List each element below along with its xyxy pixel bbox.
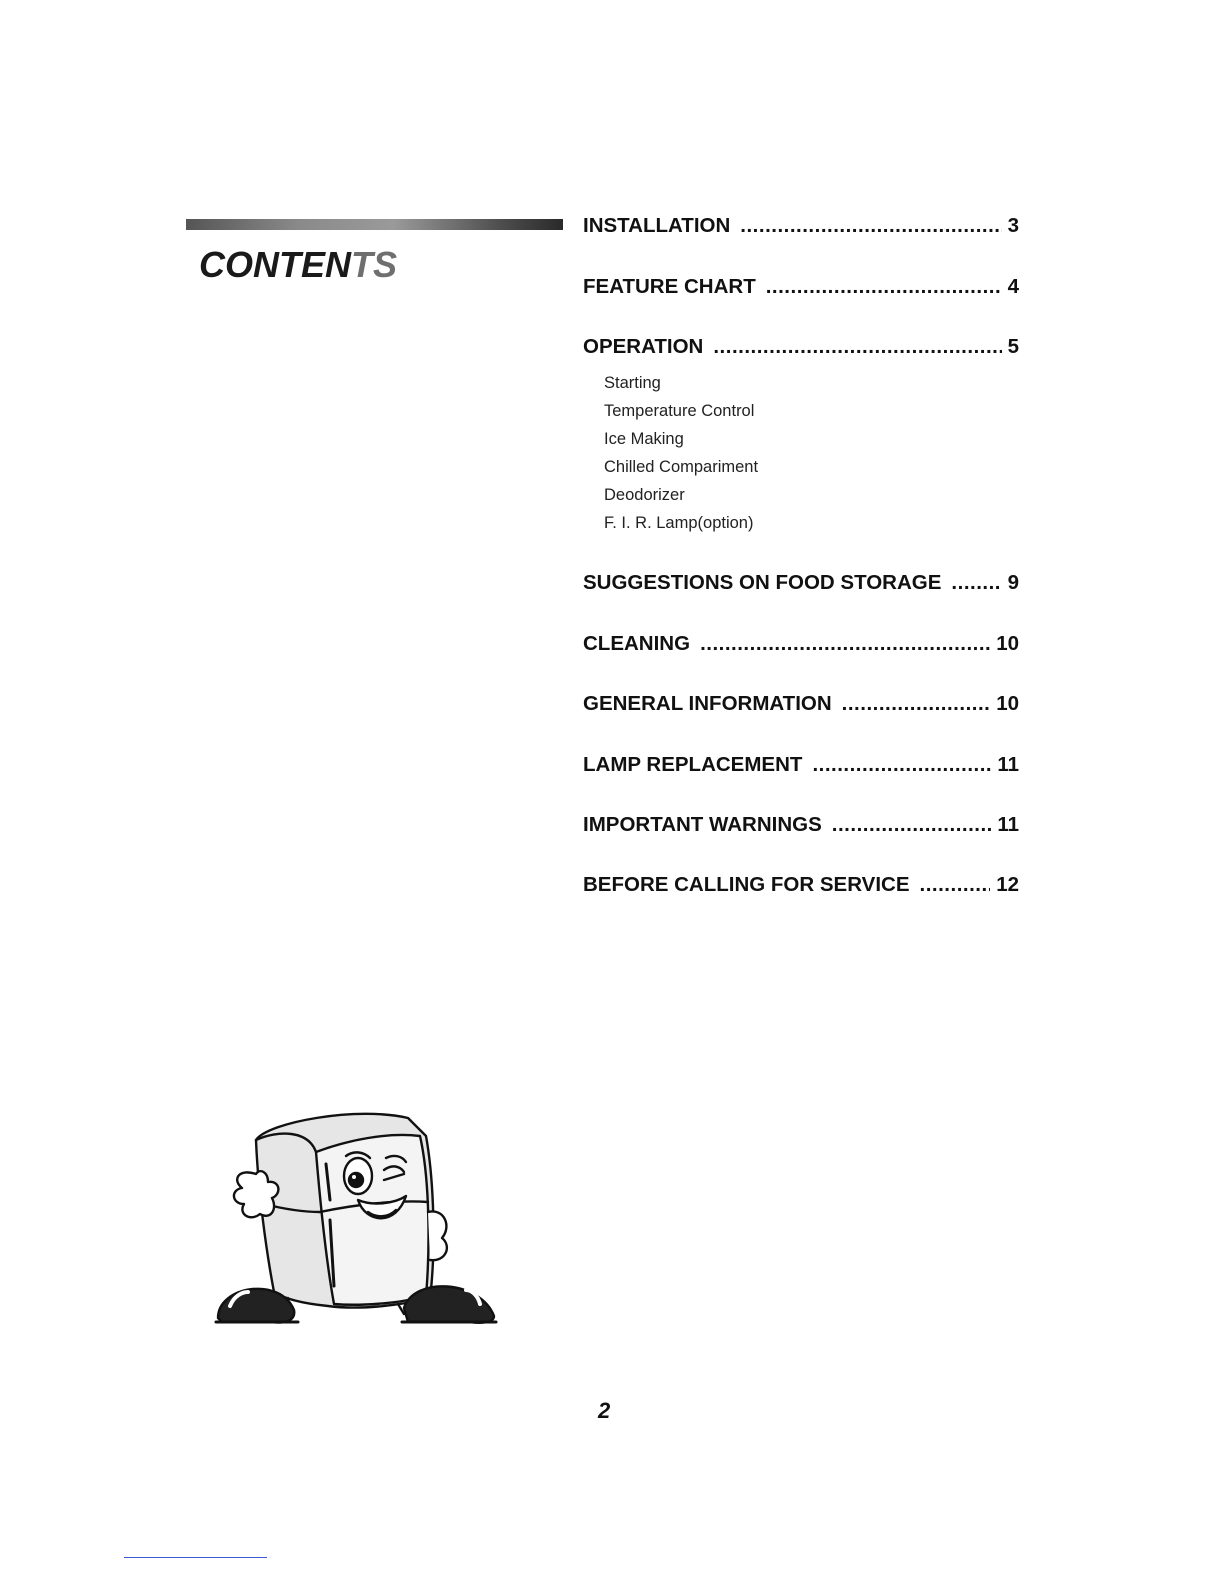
refrigerator-mascot-illustration <box>208 1100 508 1340</box>
toc-leader-dots <box>740 214 1001 238</box>
toc-entry-cleaning[interactable] <box>583 632 1019 656</box>
toc-leader-dots <box>920 873 991 897</box>
page-title <box>199 244 397 286</box>
toc-entry-label: LAMP REPLACEMENT <box>583 753 803 776</box>
toc-leader-dots <box>812 753 991 777</box>
title-decorative-bar <box>186 219 563 230</box>
toc-subitem-temperature-control[interactable]: Temperature Control <box>604 402 755 420</box>
toc-entry-label: CLEANING <box>583 632 691 655</box>
toc-leader-dots <box>951 571 1001 595</box>
toc-entry-page: 9 <box>1007 571 1019 594</box>
toc-leader-dots <box>766 275 1002 299</box>
toc-entry-label: IMPORTANT WARNINGS <box>583 813 822 836</box>
toc-entry-page: 10 <box>996 632 1019 655</box>
toc-entry-label: INSTALLATION <box>583 214 731 237</box>
toc-entry-page: 11 <box>997 753 1019 776</box>
toc-subitem-fir-lamp[interactable]: F. I. R. Lamp(option) <box>604 514 754 532</box>
toc-entry-important-warnings[interactable] <box>583 813 1019 837</box>
toc-entry-food-storage[interactable] <box>583 571 1019 595</box>
toc-subitem-chilled-compartment[interactable]: Chilled Compariment <box>604 458 759 476</box>
page-number: 2 <box>598 1398 611 1423</box>
toc-entry-label: FEATURE CHART <box>583 275 756 298</box>
toc-subitem-deodorizer[interactable]: Deodorizer <box>604 486 685 504</box>
toc-subitem-starting[interactable]: Starting <box>604 374 661 392</box>
toc-entry-label: GENERAL INFORMATION <box>583 692 832 715</box>
toc-entry-page: 12 <box>996 873 1019 896</box>
toc-entry-before-calling-service[interactable] <box>583 873 1019 897</box>
toc-entry-label: SUGGESTIONS ON FOOD STORAGE <box>583 571 942 594</box>
toc-entry-lamp-replacement[interactable] <box>583 753 1019 777</box>
toc-leader-dots <box>713 335 1001 359</box>
footer-link-underline <box>124 1557 267 1558</box>
toc-leader-dots <box>700 632 990 656</box>
toc-entry-page: 3 <box>1007 214 1019 237</box>
toc-entry-operation[interactable] <box>583 335 1019 359</box>
toc-entry-page: 11 <box>997 813 1019 836</box>
toc-leader-dots <box>832 813 992 837</box>
toc-entry-installation[interactable] <box>583 214 1019 238</box>
page-title-text-accent: TS <box>351 244 398 285</box>
toc-entry-page: 10 <box>996 692 1019 715</box>
toc-subitem-ice-making[interactable]: Ice Making <box>604 430 684 448</box>
toc-leader-dots <box>842 692 991 716</box>
toc-entry-label: BEFORE CALLING FOR SERVICE <box>583 873 910 896</box>
toc-entry-page: 5 <box>1007 335 1019 358</box>
toc-entry-feature-chart[interactable] <box>583 275 1019 299</box>
page-title-text: CONTENTS <box>199 244 398 285</box>
toc-entry-page: 4 <box>1007 275 1019 298</box>
toc-entry-label: OPERATION <box>583 335 704 358</box>
toc-entry-general-information[interactable] <box>583 692 1019 716</box>
